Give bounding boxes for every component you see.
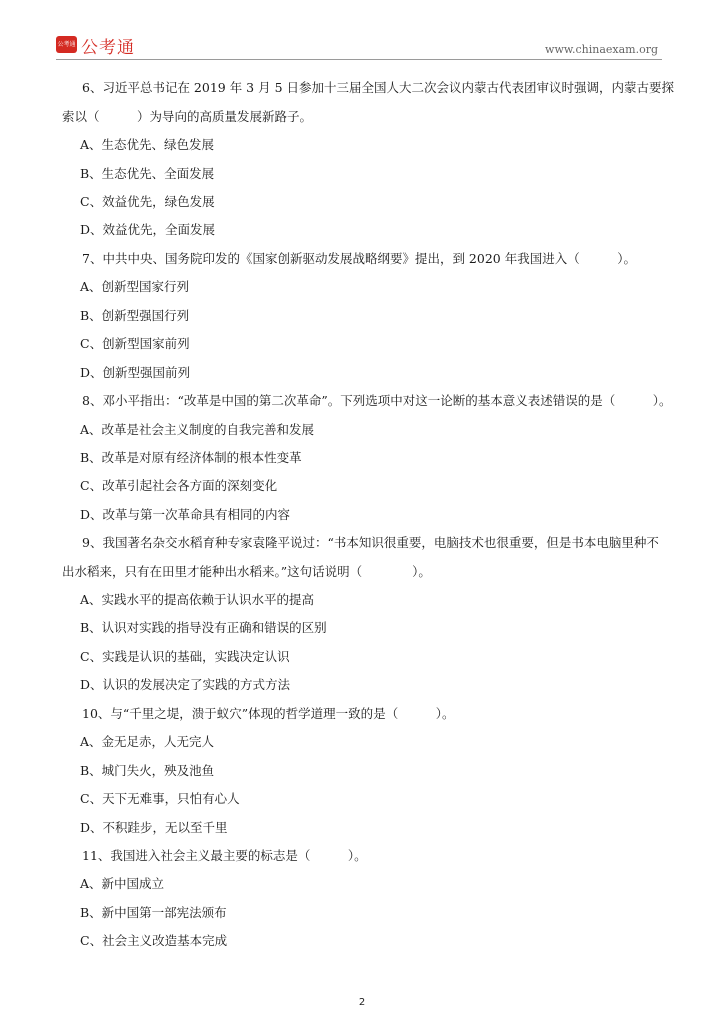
question-9-option-d: D、认识的发展决定了实践的方式方法 xyxy=(80,677,291,692)
question-6-option-d: D、效益优先，全面发展 xyxy=(80,222,216,237)
site-url: www.chinaexam.org xyxy=(545,43,658,56)
question-11-option-a: A、新中国成立 xyxy=(80,876,165,891)
question-9-line-2: 出水稻来，只有在田里才能种出水稻来。”这句话说明（ ）。 xyxy=(62,564,431,579)
question-7-option-b: B、创新型强国行列 xyxy=(80,308,190,323)
question-11-option-b: B、新中国第一部宪法颁布 xyxy=(80,905,227,920)
question-6-option-c: C、效益优先，绿色发展 xyxy=(80,194,215,209)
question-8-line-1: 8、邓小平指出：“改革是中国的第二次革命”。下列选项中对这一论断的基本意义表述错误的是（ ）。 xyxy=(82,393,672,408)
question-7-option-d: D、创新型强国前列 xyxy=(80,365,191,380)
page-header xyxy=(56,34,662,62)
question-6-line-1: 6、习近平总书记在 2019 年 3 月 5 日参加十三届全国人大二次会议内蒙古代表团审议时强调，内蒙古要探 xyxy=(82,80,675,95)
question-8-option-b: B、改革是对原有经济体制的根本性变革 xyxy=(80,450,302,465)
question-6-line-2: 索以（ ）为导向的高质量发展新路子。 xyxy=(62,109,313,124)
question-10-line-1: 10、与“千里之堤，溃于蚁穴”体现的哲学道理一致的是（ ）。 xyxy=(82,706,455,721)
question-7-option-a: A、创新型国家行列 xyxy=(80,279,190,294)
question-10-option-c: C、天下无难事，只怕有心人 xyxy=(80,791,240,806)
question-11-line-1: 11、我国进入社会主义最主要的标志是（ ）。 xyxy=(82,848,367,863)
question-6-option-a: A、生态优先、绿色发展 xyxy=(80,137,215,152)
question-6-option-b: B、生态优先、全面发展 xyxy=(80,166,215,181)
logo-text: 公考通 xyxy=(81,38,135,58)
question-10-option-a: A、金无足赤，人无完人 xyxy=(80,734,215,749)
question-9-line-1: 9、我国著名杂交水稻育种专家袁隆平说过：“书本知识很重要，电脑技术也很重要，但是书本电脑里种不 xyxy=(82,535,659,550)
question-11-option-c: C、社会主义改造基本完成 xyxy=(80,933,228,948)
question-10-option-d: D、不积跬步，无以至千里 xyxy=(80,820,228,835)
page-number: 2 xyxy=(358,997,366,1008)
question-7-option-c: C、创新型国家前列 xyxy=(80,336,190,351)
question-9-option-c: C、实践是认识的基础，实践决定认识 xyxy=(80,649,290,664)
header-divider xyxy=(56,59,662,60)
question-8-option-a: A、改革是社会主义制度的自我完善和发展 xyxy=(80,422,315,437)
question-7-line-1: 7、中共中央、国务院印发的《国家创新驱动发展战略纲要》提出，到 2020 年我国进入（ ）。 xyxy=(82,251,636,266)
logo-badge: 公考通 xyxy=(56,36,77,53)
question-8-option-d: D、改革与第一次革命具有相同的内容 xyxy=(80,507,291,522)
question-9-option-a: A、实践水平的提高依赖于认识水平的提高 xyxy=(80,592,315,607)
question-8-option-c: C、改革引起社会各方面的深刻变化 xyxy=(80,478,278,493)
question-10-option-b: B、城门失火，殃及池鱼 xyxy=(80,763,215,778)
question-9-option-b: B、认识对实践的指导没有正确和错误的区别 xyxy=(80,620,327,635)
